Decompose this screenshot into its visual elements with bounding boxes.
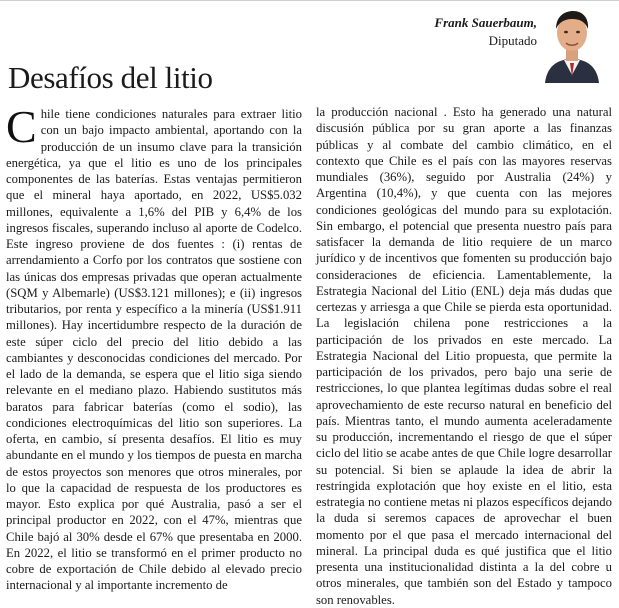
author-name: Frank Sauerbaum, (434, 15, 537, 30)
right-column-text: la producción nacional . Esto ha generado una natural discusión pública por su gran aporte a las finanzas públicas y al combate del cambio climático, en el contexto que Chile es el país con las mayores reservas mundiales (36%), seguido por Australia (24%) y Argentina (10,4%), y que cuenta con las mejores condiciones geológicas del mundo para su explotación. Sin embargo, el potencial que presenta nuestro país para satisfacer la demanda de litio requiere de un marco jurídico y de incentivos que fomenten su producción bajo consideraciones de eficiencia. Lamentablemente, la Estrategia Nacional del Litio (ENL) deja más dudas que certezas y arriesga a que Chile se pierda esta oportunidad. La legislación chilena pone restricciones a la participación de los privados en este mercado. La Estrategia Nacional del Litio propuesta, que permite la participación de los privados, pero bajo una serie de restricciones, lo que plantea legítimas dudas sobre el real aprovechamiento de este recurso natural en beneficio del país. Mientras tanto, el mundo aumenta aceleradamente su producción, incrementando el riesgo de que el súper ciclo del litio se acabe antes de que Chile logre desarrollar su potencial. Si bien se aplaude la idea de abrir la restringida explotación que hoy existe en el litio, esta estrategia no contiene metas ni plazos específicos dejando la duda si seremos capaces de aprovechar el buen momento por el que pasa el mercado internacional del mineral. La principal duda es qué justifica que el litio presenta una institucionalidad distinta a la del cobre u otros minerales, que también son del Estado y tampoco son renovables. (316, 105, 612, 607)
author-role: Diputado (488, 33, 537, 48)
left-column-text: hile tiene condiciones naturales para extraer litio con un bajo impacto ambiental, aportando con la producción de un insumo clave para la transición energética, ya que el litio es uno de los principales componentes de las baterías. Estas ventajas permitieron que el mineral haya aportado, en 2022, US$5.032 millones, equivalente a 1,6% del PIB y 6,4% de los ingresos fiscales, superando incluso al aporte de Codelco. Este ingreso proviene de dos fuentes : (i) rentas de arrendamiento a Corfo por los contratos que sostiene con las únicas dos empresas privadas que operan actualmente (SQM y Albemarle) (US$3.121 millones); e (ii) ingresos tributarios, por renta y específico a la minería (US$1.911 millones). Hay incertidumbre respecto de la duración de este súper ciclo del precio del litio debido a las cambiantes y desconocidas condiciones del mercado. Por el lado de la demanda, se espera que el litio siga siendo relevante en el mediano plazo. Habiendo sustitutos más baratos para fabricar baterías (como el sodio), las condiciones electroquímicas del litio son superiores. La oferta, en cambio, sí presenta desafíos. El litio es muy abundante en el mundo y los tiempos de puesta en marcha de estos proyectos son menores que otros minerales, por lo que la capacidad de respuesta de los productores es mayor. Esto explica por qué Australia, pasó a ser el principal productor en 2022, con el 47%, mientras que Chile bajó al 30% desde el 67% que presentaba en 2000. En 2022, el litio se transformó en el primer producto no cobre de exportación de Chile debido al elevado precio internacional y al importante incremento de (6, 107, 302, 593)
top-rule (0, 0, 619, 1)
article-title: Desafíos del litio (8, 60, 213, 95)
article-column-right (316, 104, 612, 608)
author-portrait (539, 3, 605, 83)
author-byline (434, 14, 537, 50)
article-column-left (6, 101, 302, 594)
drop-cap: C (6, 101, 37, 152)
